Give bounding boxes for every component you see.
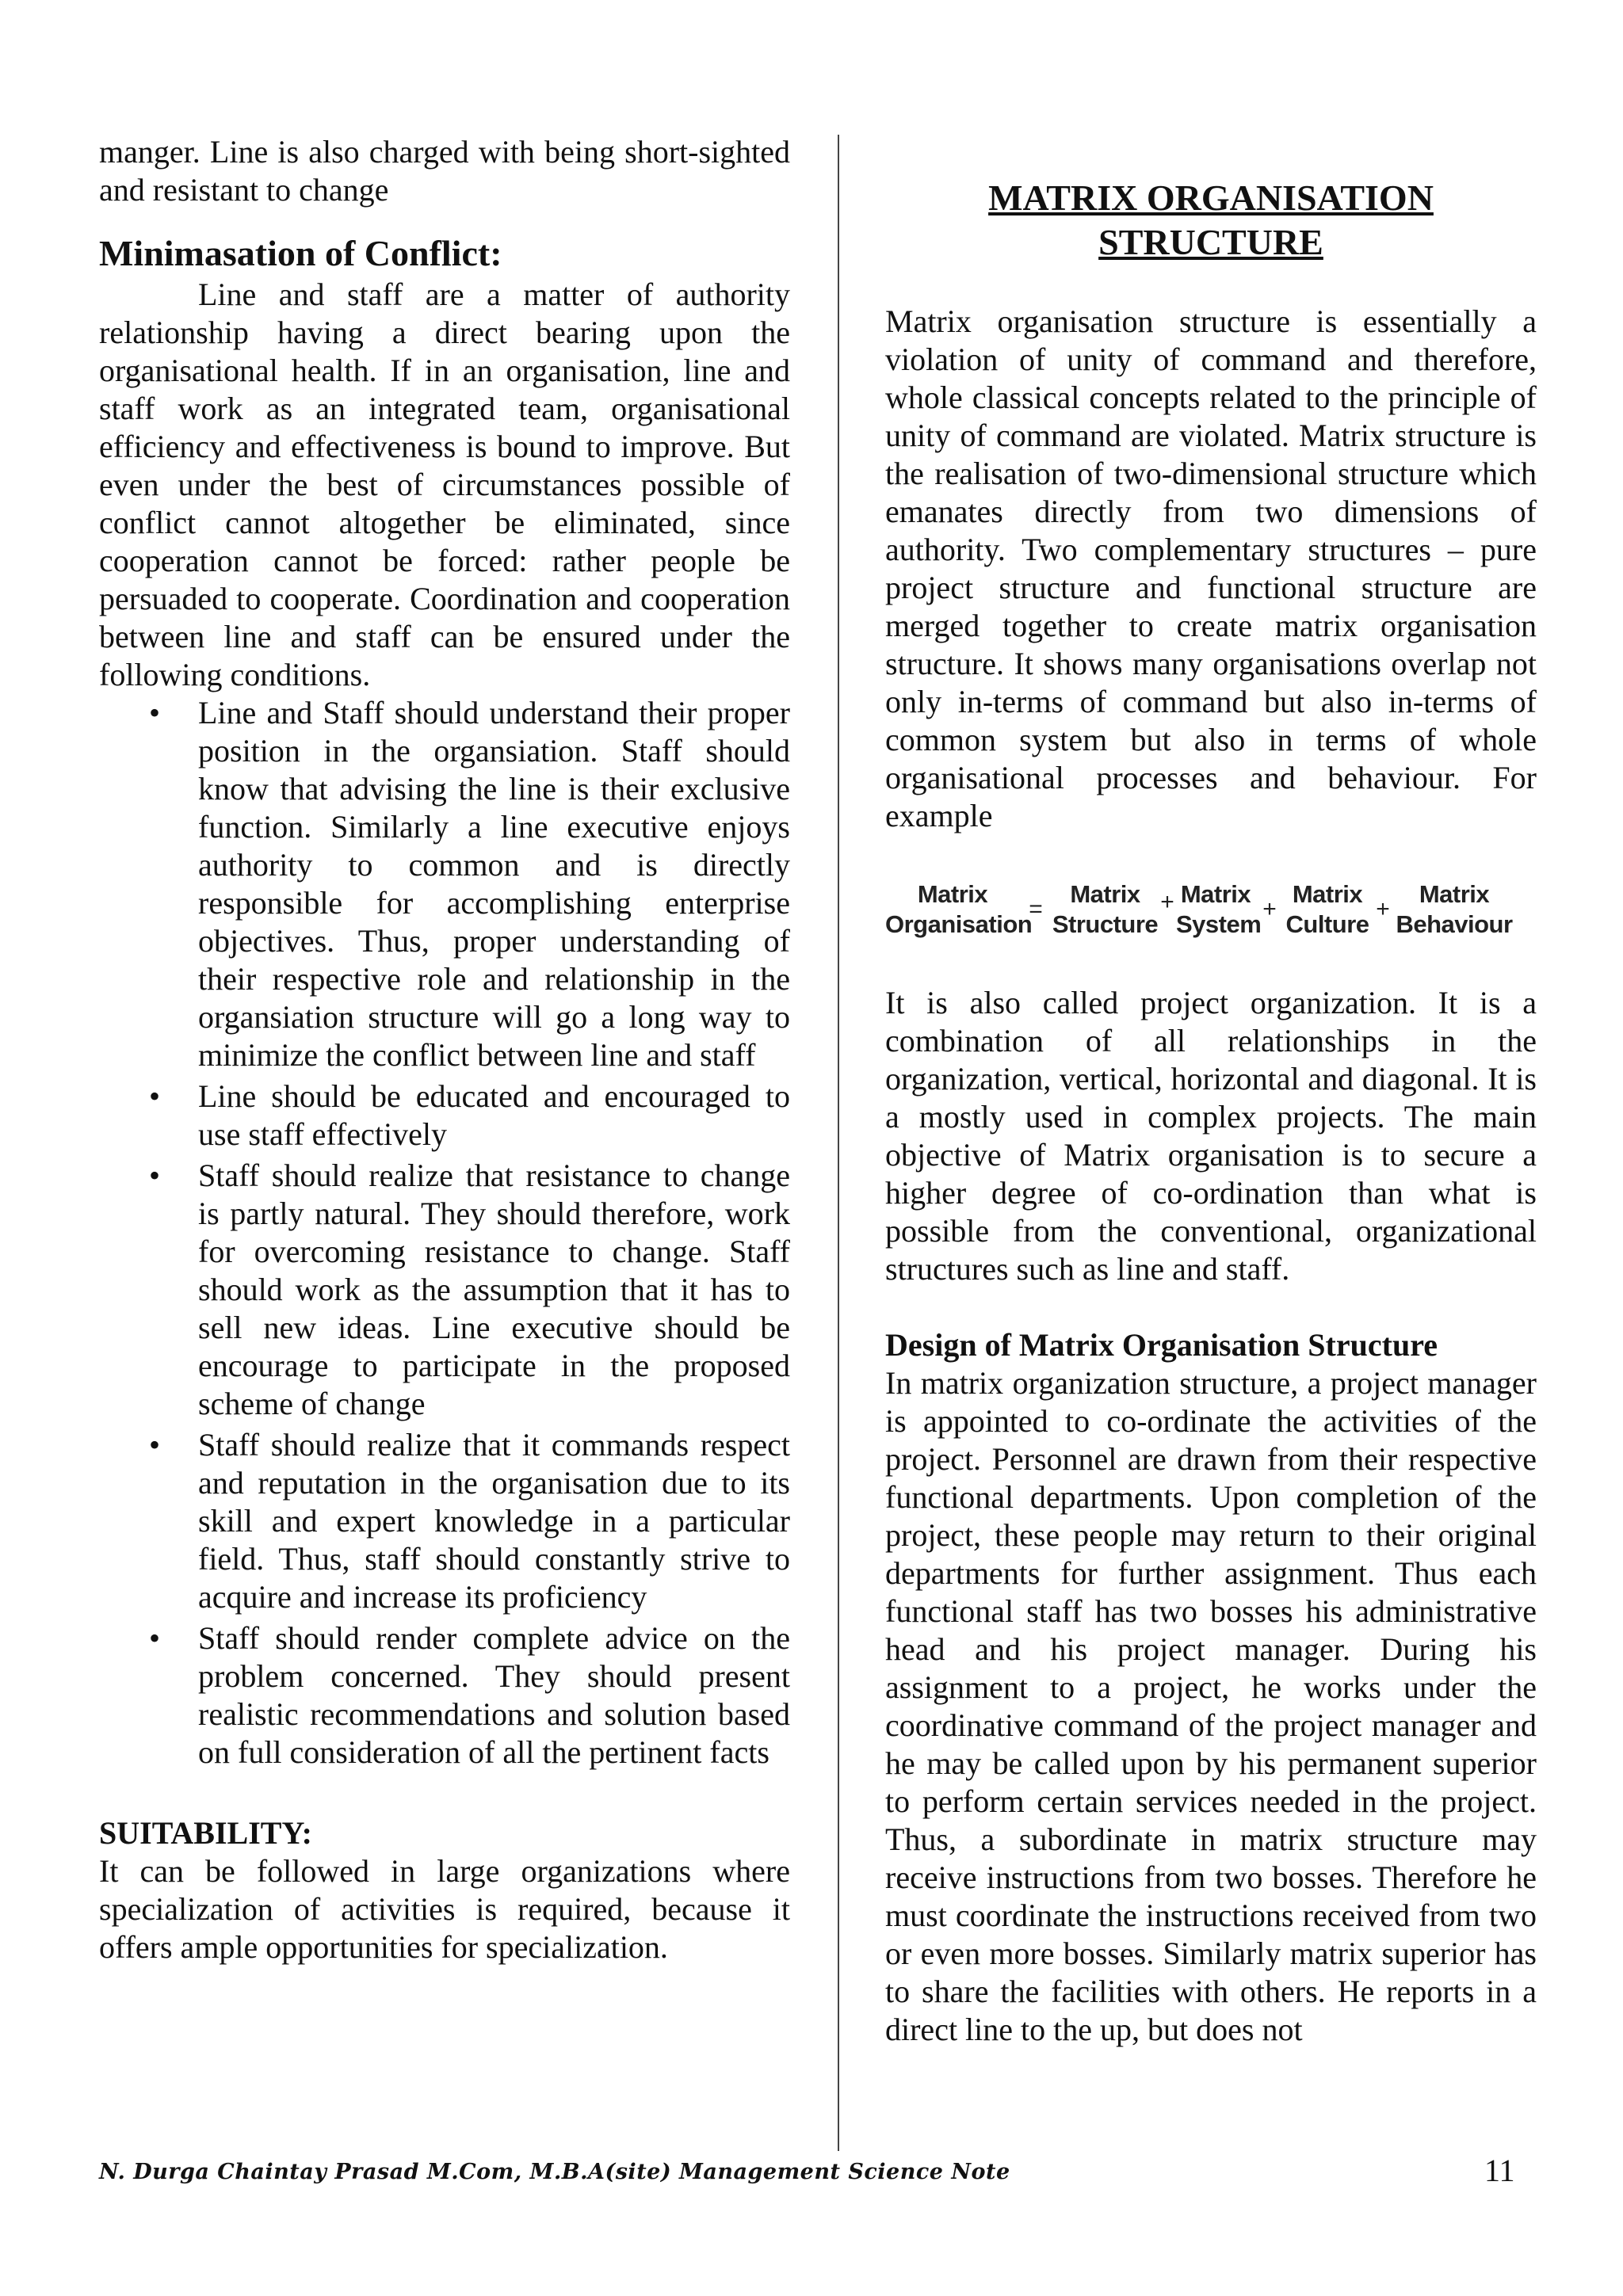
equation-term: Matrix Culture (1285, 880, 1369, 938)
bullet-icon: • (149, 1620, 161, 1656)
equation-term: Matrix Structure (1052, 880, 1159, 938)
list-item: • Line should be educated and encouraged to use staff effectively (149, 1078, 790, 1152)
equation-term: Matrix System (1176, 880, 1262, 938)
bullet-icon: • (149, 1427, 161, 1463)
page-number: 11 (1484, 2153, 1515, 2188)
conflict-heading: Minimasation of Conflict: (99, 233, 502, 273)
design-paragraph: In matrix organization structure, a project manager is appointed to co-ordinate the activities of the project. Personnel are drawn from their respective functional departments. Upon completion of the project, these people may return to their original departments for further assignment. Thus each functional staff has two bosses his administrative head and his project manager. During his assignment to a project, he works under the coordinative command of the project manager and he may be called upon by his permanent superior to perform certain services needed in the project. Thus, a subordinate in matrix structure may receive instructions from two bosses. Therefore he must coordinate the instructions received from two or even more bosses. Similarly matrix superior has to share the facilities with others. He reports in a direct line to the up, but does not (885, 1365, 1537, 2047)
bullet-icon: • (149, 1078, 161, 1114)
list-item: • Line and Staff should understand their proper position in the organsiation. Staff should know that advising the line is their exclusive function. Similarly a line executive enjoys authority to common and is directly responsible for accomplishing enterprise objectives. Thus, proper understanding of their respective role and relationship in the organsiation structure will go a long way to minimize the conflict between line and staff (149, 695, 790, 1073)
intro-text: manger. Line is also charged with being short-sighted and resistant to change (99, 134, 790, 208)
suitability-paragraph: It can be followed in large organizations where specialization of activities is required, because it offers ample opportunities for specialization. (99, 1853, 790, 1965)
right-column (885, 133, 1537, 2049)
project-paragraph: It is also called project organization. It is a combination of all relationships in the organization, vertical, horizontal and diagonal. It is a mostly used in complex projects. The main objective of Matrix organisation is to secure a higher degree of co-ordination than what is possible from the conventional, organizational structures such as line and staff. (885, 985, 1537, 1287)
list-item: • Staff should realize that it commands respect and reputation in the organisation due to its skill and expert knowledge in a particular field. Thus, staff should constantly strive to acquire and increase its proficiency (149, 1427, 790, 1615)
plus-sign: + (1160, 889, 1174, 915)
list-item: • Staff should realize that resistance to change is partly natural. They should therefore, work for overcoming resistance to change. Staff should work as the assumption that it has to sell new ideas. Line executive should be encourage to participate in the proposed scheme of change (149, 1158, 790, 1421)
equation-term: Matrix Behaviour (1396, 880, 1513, 938)
matrix-equation (885, 870, 1537, 949)
conditions-list (99, 694, 790, 1772)
plus-sign: + (1376, 896, 1390, 922)
bullet-icon: • (149, 1158, 161, 1193)
bullet-icon: • (149, 695, 161, 730)
footer-author: N. Durga Chaintay Prasad M.Com, M.B.A(site) Management Science Note (99, 2160, 1010, 2184)
column-divider (838, 135, 839, 2151)
suitability-heading: SUITABILITY: (99, 1815, 313, 1851)
equals-sign: = (1029, 896, 1043, 922)
conflict-paragraph: Line and staff are a matter of authority relationship having a direct bearing upon the organisational health. If in an organisation, line and staff work as an integrated team, organisational efficiency and effectiveness is bound to improve. But even under the best of circumstances possible of conflict cannot altogether be eliminated, since cooperation cannot be forced: rather people be persuaded to cooperate. Coordination and cooperation between line and staff can be ensured under the following conditions. (99, 277, 790, 692)
left-column (99, 133, 790, 1966)
matrix-paragraph: Matrix organisation structure is essentially a violation of unity of command and therefore, whole classical concepts related to the principle of unity of command are violated. Matrix structure is the realisation of two-dimensional structure which emanates directly from two dimensions of authority. Two complementary structures – pure project structure and functional structure are merged together to create matrix organisation structure. It shows many organisations overlap not only in-terms of command but also in-terms of common system but also in terms of whole organisational processes and behaviour. For example (885, 303, 1537, 833)
plus-sign: + (1262, 896, 1277, 922)
section-title: MATRIX ORGANISATION STRUCTURE (988, 177, 1434, 262)
equation-lhs: Matrix Organisation (885, 880, 1033, 938)
design-heading: Design of Matrix Organisation Structure (885, 1327, 1438, 1363)
list-item: • Staff should render complete advice on the problem concerned. They should present realistic recommendations and solution based on full consideration of all the pertinent facts (149, 1620, 790, 1770)
